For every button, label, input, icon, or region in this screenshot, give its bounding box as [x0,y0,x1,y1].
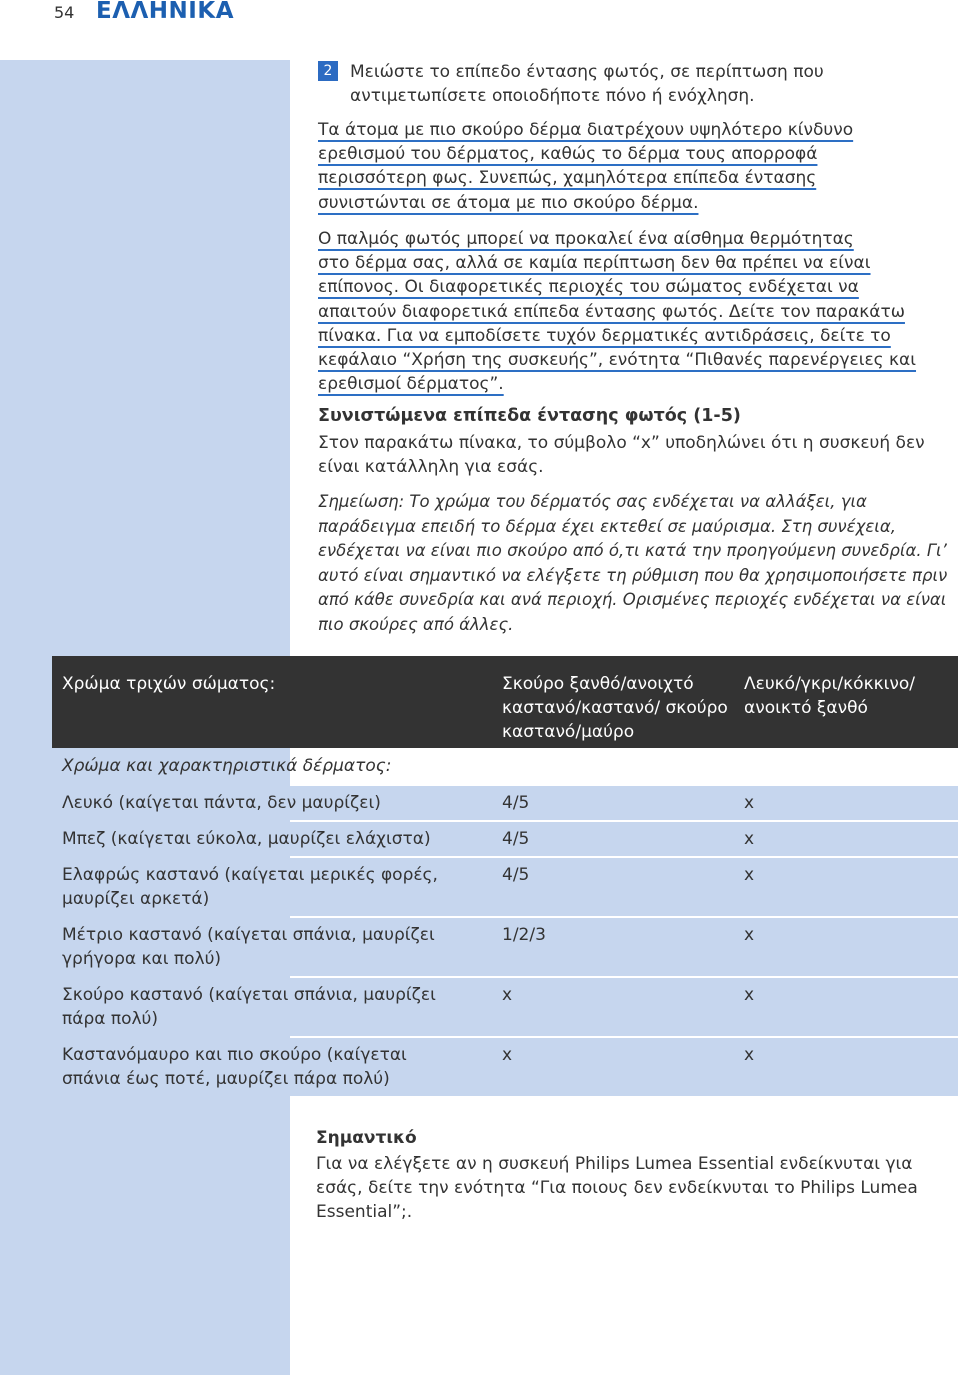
para-line: κεφάλαιο “Χρήση της συσκευής”, ενότητα “Πιθανές παρενέργειες και [318,350,917,371]
table-header [52,656,958,748]
page-header [0,0,960,30]
step-text: Μειώστε το επίπεδο έντασης φωτός, σε περίπτωση που αντιμετωπίσετε οποιοδήποτε πόνο ή ενόχληση. [350,62,824,106]
table-row [52,858,958,916]
light-hair-level-cell: x [744,985,755,1005]
header-hair-color: Χρώμα τριχών σώματος: [62,674,276,694]
section-intro: Στον παρακάτω πίνακα, το σύμβολο “x” υποδηλώνει ότι η συσκευή δεν είναι κατάλληλη για εσάς. [318,433,925,478]
para-line: Τα άτομα με πιο σκούρο δέρμα διατρέχουν υψηλότερο κίνδυνο [318,120,854,140]
dark-hair-level-cell: x [502,1045,513,1065]
skin-color-heading: Χρώμα και χαρακτηριστικά δέρματος: [62,756,392,776]
para-line: απαιτούν διαφορετικά επίπεδα έντασης φωτός. Δείτε τον παρακάτω [318,301,905,322]
skin-type-cell: Καστανόμαυρο και πιο σκούρο (καίγεται σπάνια έως ποτέ, μαυρίζει πάρα πολύ) [62,1045,407,1089]
important-text: Για να ελέγξετε αν η συσκευή Philips Lumea Essential ενδείκνυται για εσάς, δείτε την ενότητα “Για ποιους δεν ενδείκνυται το Philips Lumea Essential”;. [316,1154,918,1222]
skin-type-cell: Μέτριο καστανό (καίγεται σπάνια, μαυρίζει γρήγορα και πολύ) [62,925,435,969]
table-row [52,918,958,976]
table-row [52,822,958,856]
dark-hair-level-cell: x [502,985,513,1005]
header-dark-hair: Σκούρο ξανθό/ανοιχτό καστανό/καστανό/ σκούρο καστανό/μαύρο [502,674,728,742]
header-light-hair: Λευκό/γκρι/κόκκινο/ ανοικτό ξανθό [744,674,915,718]
light-hair-level-cell: x [744,1045,755,1065]
para-line: πίνακα. Για να εμποδίσετε τυχόν δερματικές αντιδράσεις, δείτε το [318,325,891,346]
step-2 [318,60,954,108]
skin-type-cell: Ελαφρώς καστανό (καίγεται μερικές φορές, μαυρίζει αρκετά) [62,865,438,909]
important-title: Σημαντικό [316,1128,417,1148]
light-hair-level-cell: x [744,925,755,945]
table-row [52,1038,958,1096]
skin-type-cell: Μπεζ (καίγεται εύκολα, μαυρίζει ελάχιστα) [62,829,431,849]
table-row [52,786,958,820]
para-line: ερεθισμοί δέρματος”. [318,374,504,395]
para-line: συνιστώνται σε άτομα με πιο σκούρο δέρμα. [318,192,699,213]
para-line: ερεθισμού του δέρματος, καθώς το δέρμα τους απορροφά [318,144,818,165]
para-line: Ο παλμός φωτός μπορεί να προκαλεί ένα αίσθημα θερμότητας [318,229,854,249]
skin-type-cell: Σκούρο καστανό (καίγεται σπάνια, μαυρίζει πάρα πολύ) [62,985,436,1029]
dark-hair-level-cell: 4/5 [502,829,530,849]
light-hair-level-cell: x [744,829,755,849]
light-hair-level-cell: x [744,865,755,885]
para-line: επίπονος. Οι διαφορετικές περιοχές του σώματος ενδέχεται να [318,277,859,298]
language-title: ΕΛΛΗΝΙΚΑ [96,0,234,24]
para-line: στο δέρμα σας, αλλά σε καμία περίπτωση δεν θα πρέπει να είναι [318,253,871,274]
dark-hair-level-cell: 4/5 [502,865,530,885]
skin-risk-paragraph [318,118,954,215]
dark-hair-level-cell: 1/2/3 [502,925,546,945]
page-number: 54 [54,3,75,22]
para-line: περισσότερη φως. Συνεπώς, χαμηλότερα επίπεδα έντασης [318,168,817,189]
table-row [52,978,958,1036]
skin-type-cell: Λευκό (καίγεται πάντα, δεν μαυρίζει) [62,793,381,813]
dark-hair-level-cell: 4/5 [502,793,530,813]
step-number-badge: 2 [318,61,338,81]
note-text: Σημείωση: Το χρώμα του δέρματός σας ενδέχεται να αλλάξει, για παράδειγμα επειδή το δέρμα έχει εκτεθεί σε μαύρισμα. Στη συνέχεια, ενδέχεται να είναι πιο σκούρο από ό,τι κατά την προηγούμενη συνεδρία. Γι’ αυτό είναι σημαντικό να ελέγξετε τη ρύθμιση που θα χρησιμοποιήσετε πριν από κάθε συνεδρία και ανά περιοχή. Ορισμένες περιοχές ενδέχεται να είναι πιο σκούρες από άλλες. [318,492,948,634]
light-hair-level-cell: x [744,793,755,813]
section-heading: Συνιστώμενα επίπεδα έντασης φωτός (1-5) [318,406,741,426]
light-pulse-paragraph [318,227,954,396]
